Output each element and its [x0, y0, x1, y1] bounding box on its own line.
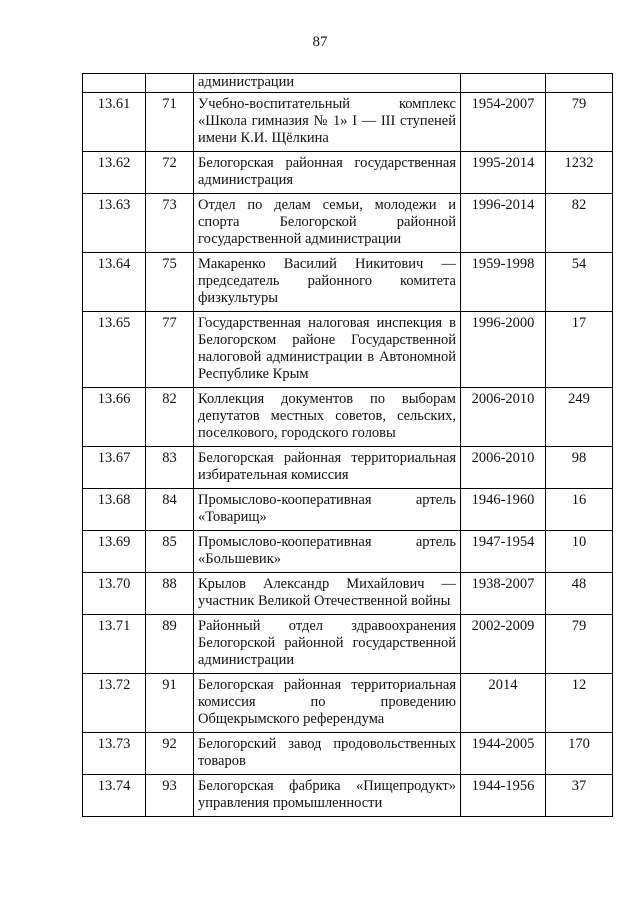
- cell-years: 1995-2014: [461, 152, 546, 194]
- table-row: [83, 531, 613, 573]
- table-row: [83, 388, 613, 447]
- table-row: [83, 152, 613, 194]
- cell-years: 1947-1954: [461, 531, 546, 573]
- table-row: [83, 615, 613, 674]
- cell-title: Белогорский завод продовольственных товаров: [194, 733, 461, 775]
- cell-index: 13.73: [83, 733, 146, 775]
- cell-index: 13.66: [83, 388, 146, 447]
- cell-count: 79: [546, 615, 613, 674]
- table-row: [83, 312, 613, 388]
- cell-years: 1996-2014: [461, 194, 546, 253]
- cell-title: Промыслово-кооперативная артель «Товарищ»: [194, 489, 461, 531]
- cell-count: 54: [546, 253, 613, 312]
- cell-count: 249: [546, 388, 613, 447]
- cell-fund-number: 85: [146, 531, 194, 573]
- cell-years: 2002-2009: [461, 615, 546, 674]
- cell-count: 170: [546, 733, 613, 775]
- cell-years: 1996-2000: [461, 312, 546, 388]
- cell-fund-number: 84: [146, 489, 194, 531]
- cell-count: 98: [546, 447, 613, 489]
- cell-count: 17: [546, 312, 613, 388]
- cell-index: 13.71: [83, 615, 146, 674]
- table-row: [83, 573, 613, 615]
- table-row: [83, 253, 613, 312]
- cell-years: [461, 74, 546, 93]
- cell-title: администрации: [194, 74, 461, 93]
- cell-title: Макаренко Василий Никитович — председатель районного комитета физкультуры: [194, 253, 461, 312]
- cell-title: Белогорская фабрика «Пищепродукт» управления промышленности: [194, 775, 461, 817]
- table-row: [83, 447, 613, 489]
- cell-count: 1232: [546, 152, 613, 194]
- cell-fund-number: 88: [146, 573, 194, 615]
- cell-fund-number: [146, 74, 194, 93]
- cell-fund-number: 92: [146, 733, 194, 775]
- cell-years: 1944-1956: [461, 775, 546, 817]
- cell-index: 13.64: [83, 253, 146, 312]
- table-row: [83, 93, 613, 152]
- cell-count: [546, 74, 613, 93]
- cell-index: 13.74: [83, 775, 146, 817]
- cell-index: 13.67: [83, 447, 146, 489]
- cell-fund-number: 91: [146, 674, 194, 733]
- table-row: [83, 775, 613, 817]
- cell-count: 16: [546, 489, 613, 531]
- cell-index: 13.70: [83, 573, 146, 615]
- cell-count: 79: [546, 93, 613, 152]
- cell-fund-number: 82: [146, 388, 194, 447]
- table-row-continuation: [83, 74, 613, 93]
- registry-body: [83, 74, 613, 817]
- cell-fund-number: 72: [146, 152, 194, 194]
- table-row: [83, 674, 613, 733]
- cell-title: Коллекция документов по выборам депутатов местных советов, сельских, поселкового, городского головы: [194, 388, 461, 447]
- cell-title: Районный отдел здравоохранения Белогорской районной государственной администрации: [194, 615, 461, 674]
- cell-years: 2006-2010: [461, 388, 546, 447]
- cell-fund-number: 89: [146, 615, 194, 674]
- cell-years: 1946-1960: [461, 489, 546, 531]
- cell-index: [83, 74, 146, 93]
- table-row: [83, 194, 613, 253]
- cell-title: Отдел по делам семьи, молодежи и спорта Белогорской районной государственной администрации: [194, 194, 461, 253]
- cell-title: Крылов Александр Михайлович — участник Великой Отечественной войны: [194, 573, 461, 615]
- cell-title: Белогорская районная государственная администрация: [194, 152, 461, 194]
- cell-index: 13.69: [83, 531, 146, 573]
- cell-count: 12: [546, 674, 613, 733]
- cell-index: 13.65: [83, 312, 146, 388]
- cell-index: 13.63: [83, 194, 146, 253]
- cell-title: Белогорская районная территориальная избирательная комиссия: [194, 447, 461, 489]
- cell-years: 1944-2005: [461, 733, 546, 775]
- cell-years: 1954-2007: [461, 93, 546, 152]
- cell-title: Государственная налоговая инспекция в Белогорском районе Государственной налоговой администрации в Автономной Республике Крым: [194, 312, 461, 388]
- cell-count: 37: [546, 775, 613, 817]
- cell-index: 13.72: [83, 674, 146, 733]
- cell-index: 13.61: [83, 93, 146, 152]
- cell-count: 48: [546, 573, 613, 615]
- cell-years: 1938-2007: [461, 573, 546, 615]
- cell-count: 82: [546, 194, 613, 253]
- registry-table: [82, 73, 613, 817]
- cell-fund-number: 75: [146, 253, 194, 312]
- cell-years: 1959-1998: [461, 253, 546, 312]
- table-row: [83, 733, 613, 775]
- cell-fund-number: 83: [146, 447, 194, 489]
- cell-index: 13.68: [83, 489, 146, 531]
- cell-title: Белогорская районная территориальная комиссия по проведению Общекрымского референдума: [194, 674, 461, 733]
- table-row: [83, 489, 613, 531]
- cell-title: Учебно-воспитательный комплекс «Школа гимназия № 1» I — III ступеней имени К.И. Щёлкина: [194, 93, 461, 152]
- cell-fund-number: 73: [146, 194, 194, 253]
- cell-index: 13.62: [83, 152, 146, 194]
- cell-title: Промыслово-кооперативная артель «Большевик»: [194, 531, 461, 573]
- cell-count: 10: [546, 531, 613, 573]
- cell-fund-number: 71: [146, 93, 194, 152]
- cell-years: 2006-2010: [461, 447, 546, 489]
- page-number: 87: [312, 34, 328, 50]
- cell-years: 2014: [461, 674, 546, 733]
- cell-fund-number: 93: [146, 775, 194, 817]
- cell-fund-number: 77: [146, 312, 194, 388]
